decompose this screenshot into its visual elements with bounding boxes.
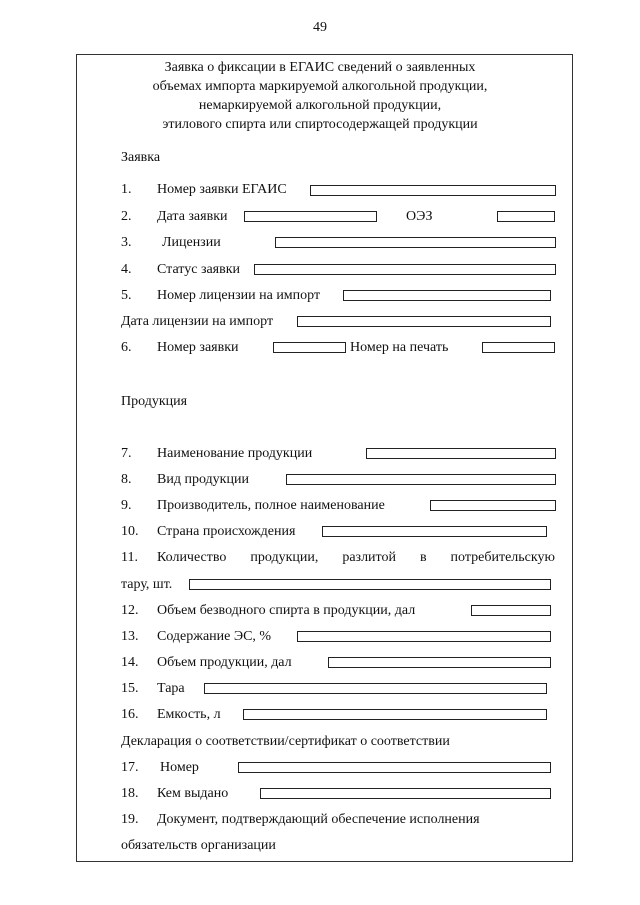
label-country-of-origin: Страна происхождения [157, 524, 296, 539]
item-number-3: 3. [121, 235, 132, 250]
item-number-10: 10. [121, 524, 139, 539]
ethyl-alcohol-content-field[interactable] [297, 631, 551, 642]
issued-by-field[interactable] [260, 788, 551, 799]
label-product-quantity-continued: тару, шт. [121, 577, 173, 592]
label-ethyl-alcohol-content: Содержание ЭС, % [157, 629, 272, 644]
application-date-field[interactable] [244, 211, 377, 222]
section-products-heading: Продукция [121, 394, 188, 409]
item-number-9: 9. [121, 498, 132, 513]
label-product-quantity-word: разлитой [342, 550, 396, 565]
page-number: 49 [313, 20, 327, 35]
item-number-19: 19. [121, 812, 139, 827]
licenses-field[interactable] [275, 237, 556, 248]
application-number-field[interactable] [273, 342, 346, 353]
label-obligation-document-continued: обязательств организации [121, 838, 276, 853]
label-certificate-number: Номер [160, 760, 199, 775]
label-import-license-number: Номер лицензии на импорт [157, 288, 321, 303]
form-title-line-1: Заявка о фиксации в ЕГАИС сведений о заявленных [164, 60, 476, 75]
label-obligation-document: Документ, подтверждающий обеспечение исполнения [157, 812, 480, 827]
item-number-18: 18. [121, 786, 139, 801]
country-of-origin-field[interactable] [322, 526, 547, 537]
item-number-13: 13. [121, 629, 139, 644]
label-application-status: Статус заявки [157, 262, 241, 277]
manufacturer-field[interactable] [430, 500, 556, 511]
label-capacity: Емкость, л [157, 707, 221, 722]
label-egais-application-number: Номер заявки ЕГАИС [157, 182, 287, 197]
import-license-number-field[interactable] [343, 290, 551, 301]
import-license-date-field[interactable] [297, 316, 551, 327]
label-product-quantity-word: Количество [157, 550, 227, 565]
product-quantity-field[interactable] [189, 579, 551, 590]
application-status-field[interactable] [254, 264, 556, 275]
label-product-name: Наименование продукции [157, 446, 313, 461]
label-import-license-date: Дата лицензии на импорт [121, 314, 274, 329]
item-number-4: 4. [121, 262, 132, 277]
label-product-quantity-word: потребительскую [450, 550, 555, 565]
label-licenses: Лицензии [162, 235, 221, 250]
label-product-quantity-word: продукции, [250, 550, 319, 565]
item-number-15: 15. [121, 681, 139, 696]
print-number-field[interactable] [482, 342, 555, 353]
item-number-8: 8. [121, 472, 132, 487]
item-number-17: 17. [121, 760, 139, 775]
label-oez: ОЭЗ [406, 209, 433, 224]
product-type-field[interactable] [286, 474, 556, 485]
form-title-line-2: объемах импорта маркируемой алкогольной продукции, [152, 79, 488, 94]
item-number-14: 14. [121, 655, 139, 670]
item-number-11: 11. [121, 550, 138, 565]
label-product-volume: Объем продукции, дал [157, 655, 292, 670]
item-number-2: 2. [121, 209, 132, 224]
oez-field[interactable] [497, 211, 555, 222]
label-manufacturer: Производитель, полное наименование [157, 498, 385, 513]
label-product-quantity-word: в [419, 550, 427, 565]
item-number-5: 5. [121, 288, 132, 303]
anhydrous-alcohol-volume-field[interactable] [471, 605, 551, 616]
product-name-field[interactable] [366, 448, 556, 459]
label-print-number: Номер на печать [350, 340, 449, 355]
label-product-quantity [157, 550, 555, 566]
declaration-heading: Декларация о соответствии/сертификат о соответствии [121, 734, 450, 749]
label-application-date: Дата заявки [157, 209, 228, 224]
packaging-field[interactable] [204, 683, 547, 694]
item-number-1: 1. [121, 182, 132, 197]
item-number-16: 16. [121, 707, 139, 722]
form-title-line-4: этилового спирта или спиртосодержащей продукции [162, 117, 478, 132]
egais-application-number-field[interactable] [310, 185, 556, 196]
label-application-number: Номер заявки [157, 340, 239, 355]
label-issued-by: Кем выдано [157, 786, 229, 801]
form-title-line-3: немаркируемой алкогольной продукции, [198, 98, 442, 113]
item-number-6: 6. [121, 340, 132, 355]
item-number-12: 12. [121, 603, 139, 618]
product-volume-field[interactable] [328, 657, 551, 668]
label-anhydrous-alcohol-volume: Объем безводного спирта в продукции, дал [157, 603, 416, 618]
item-number-7: 7. [121, 446, 132, 461]
label-product-type: Вид продукции [157, 472, 249, 487]
section-application-heading: Заявка [121, 150, 161, 165]
label-packaging: Тара [157, 681, 185, 696]
certificate-number-field[interactable] [238, 762, 551, 773]
capacity-field[interactable] [243, 709, 547, 720]
